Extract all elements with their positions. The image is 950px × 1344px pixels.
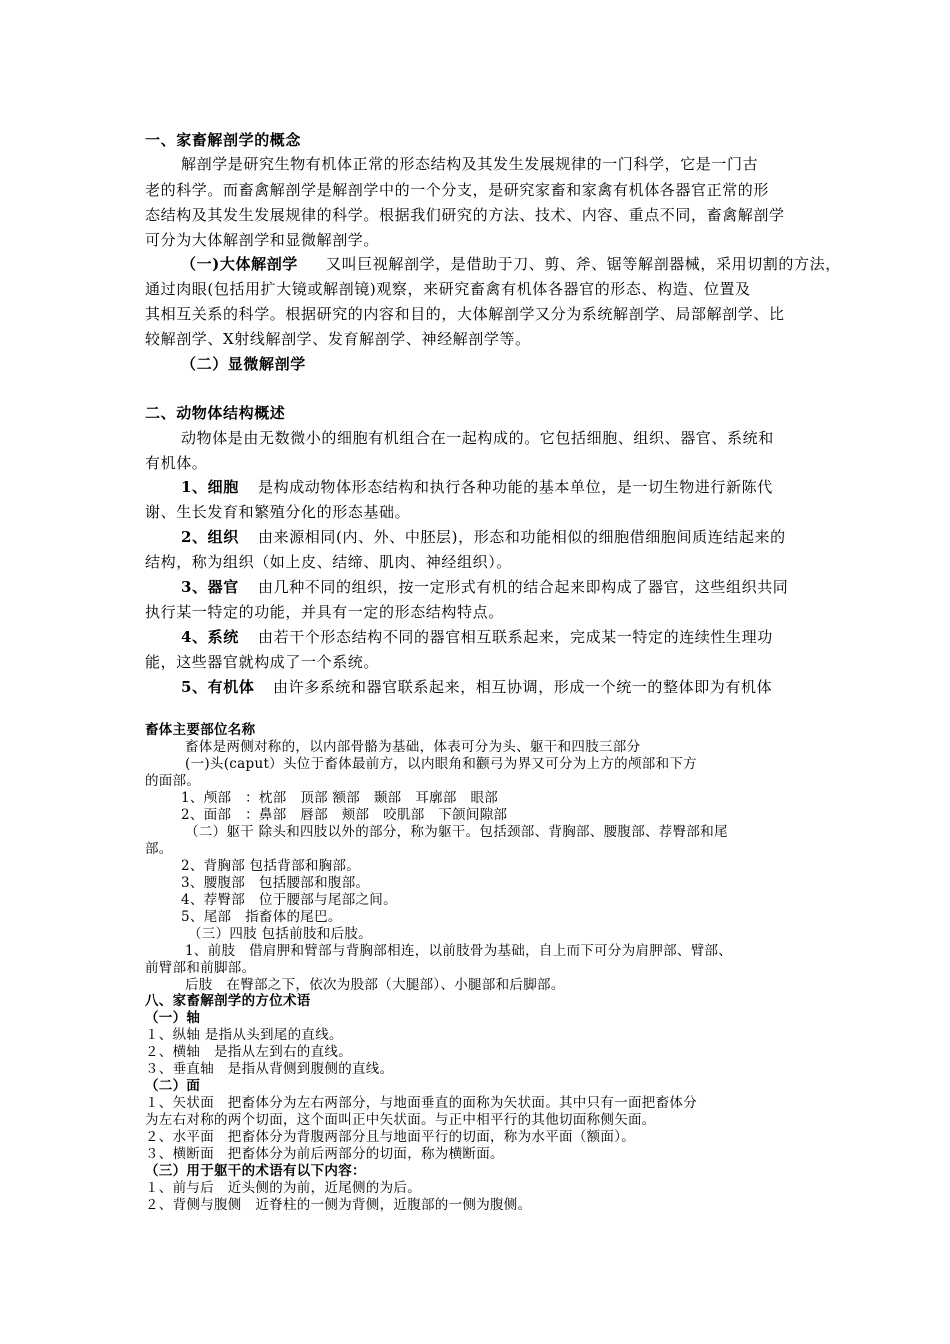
paragraph-line: 由许多系统和器官联系起来，相互协调，形成一个统一的整体即为有机体 [273,678,773,696]
paragraph-line: 又叫巨视解剖学，是借助于刀、剪、斧、锯等解剖器械，采用切割的方法， [326,255,841,273]
paragraph-line: 2、背胸部 包括背部和胸部。 [181,858,361,874]
term-label: 2、组织 [181,528,239,546]
paragraph-line: 可分为大体解剖学和显微解剖学。 [145,231,380,249]
paragraph-line: 由几种不同的组织，按一定形式有机的结合起来即构成了器官，这些组织共同 [258,578,789,596]
paragraph-line: 通过肉眼(包括用扩大镜或解剖镜)观察，来研究畜禽有机体各器官的形态、构造、位置及 [145,280,751,298]
paragraph-line: 4、荐臀部 位于腰部与尾部之间。 [181,892,397,908]
list-item: １、前与后 近头侧的为前，近尾侧的为后。 [145,1180,421,1196]
section-heading: 畜体主要部位名称 [145,722,256,738]
paragraph-line: 由若干个形态结构不同的器官相互联系起来，完成某一特定的连续性生理功 [258,628,773,646]
paragraph-line: 解剖学是研究生物有机体正常的形态结构及其发生发展规律的一门科学，它是一门古 [181,155,759,173]
term-label: 3、器官 [181,578,239,596]
paragraph-line: 2、面部 ：鼻部 唇部 颊部 咬肌部 下颌间隙部 [181,807,508,823]
paragraph-line: 的面部。 [145,773,201,789]
list-item: ３、垂直轴 是指从背侧到腹侧的直线。 [145,1061,394,1077]
subsection-title: （二）显微解剖学 [181,355,306,373]
list-item: ２、背侧与腹侧 近脊柱的一侧为背侧，近腹部的一侧为腹侧。 [145,1197,532,1213]
paragraph-line: 1、前肢 借肩胛和臂部与背胸部相连，以前肢骨为基础，自上而下可分为肩胛部、臂部、 [185,943,733,959]
paragraph-line: （三）四肢 包括前肢和后肢。 [188,926,372,942]
list-item: １、矢状面 把畜体分为左右两部分，与地面垂直的面称为矢状面。其中只有一面把畜体分 [145,1095,697,1111]
paragraph-line: 部。 [145,841,173,857]
paragraph-line: 5、尾部 指畜体的尾巴。 [181,909,342,925]
paragraph-line: 较解剖学、X射线解剖学、发育解剖学、神经解剖学等。 [145,330,531,348]
paragraph-line: 态结构及其发生发展规律的科学。根据我们研究的方法、技术、内容、重点不同，畜禽解剖学 [145,206,785,224]
paragraph-line: 3、腰腹部 包括腰部和腹部。 [181,875,370,891]
paragraph-line: 1、颅部 ：枕部 顶部 额部 颞部 耳廓部 眼部 [181,790,499,806]
paragraph-line: （二）躯干 除头和四肢以外的部分，称为躯干。包括颈部、背胸部、腰腹部、荐臀部和尾 [185,824,728,840]
section-heading: 八、家畜解剖学的方位术语 [145,993,311,1009]
paragraph-line: 后肢 在臀部之下，依次为股部（大腿部）、小腿部和后脚部。 [185,977,565,993]
subsection-title: （一）轴 [145,1010,201,1026]
term-label: 5、有机体 [181,678,255,696]
paragraph-line: 是构成动物体形态结构和执行各种功能的基本单位，是一切生物进行新陈代 [258,478,773,496]
list-item: 为左右对称的两个切面，这个面叫正中矢状面。与正中相平行的其他切面称侧矢面。 [145,1112,656,1128]
paragraph-line: 老的科学。而畜禽解剖学是解剖学中的一个分支，是研究家畜和家禽有机体各器官正常的形 [145,181,770,199]
section-heading: 二、动物体结构概述 [145,404,286,422]
term-label: 1、细胞 [181,478,239,496]
paragraph-line: 其相互关系的科学。根据研究的内容和目的，大体解剖学又分为系统解剖学、局部解剖学、比 [145,305,785,323]
term-label: 4、系统 [181,628,239,646]
paragraph-line: 有机体。 [145,454,208,472]
subsection-title: （二）面 [145,1078,201,1094]
section-heading: 一、家畜解剖学的概念 [145,131,302,149]
subsection-title: （一)大体解剖学 [181,255,298,273]
paragraph-line: 谢、生长发育和繁殖分化的形态基础。 [145,503,411,521]
list-item: １、纵轴 是指从头到尾的直线。 [145,1027,343,1043]
paragraph-line: 动物体是由无数微小的细胞有机组合在一起构成的。它包括细胞、组织、器官、系统和 [181,429,774,447]
paragraph-line: (一)头(caput）头位于畜体最前方，以内眼角和颧弓为界又可分为上方的颅部和下方 [185,756,697,772]
paragraph-line: 畜体是两侧对称的，以内部骨骼为基础，体表可分为头、躯干和四肢三部分 [185,739,641,755]
paragraph-line: 由来源相同(内、外、中胚层)，形态和功能相似的细胞借细胞间质连结起来的 [258,528,786,546]
paragraph-line: 前臂部和前脚部。 [145,960,256,976]
paragraph-line: 执行某一特定的功能，并具有一定的形态结构特点。 [145,603,504,621]
list-item: ３、横断面 把畜体分为前后两部分的切面，称为横断面。 [145,1146,504,1162]
list-item: ２、横轴 是指从左到右的直线。 [145,1044,352,1060]
paragraph-line: 能，这些器官就构成了一个系统。 [145,653,380,671]
list-item: ２、水平面 把畜体分为背腹两部分且与地面平行的切面，称为水平面（额面）。 [145,1129,636,1145]
paragraph-line: 结构，称为组织（如上皮、结缔、肌肉、神经组织）。 [145,553,512,571]
subsection-title: （三）用于躯干的术语有以下内容： [145,1163,366,1179]
